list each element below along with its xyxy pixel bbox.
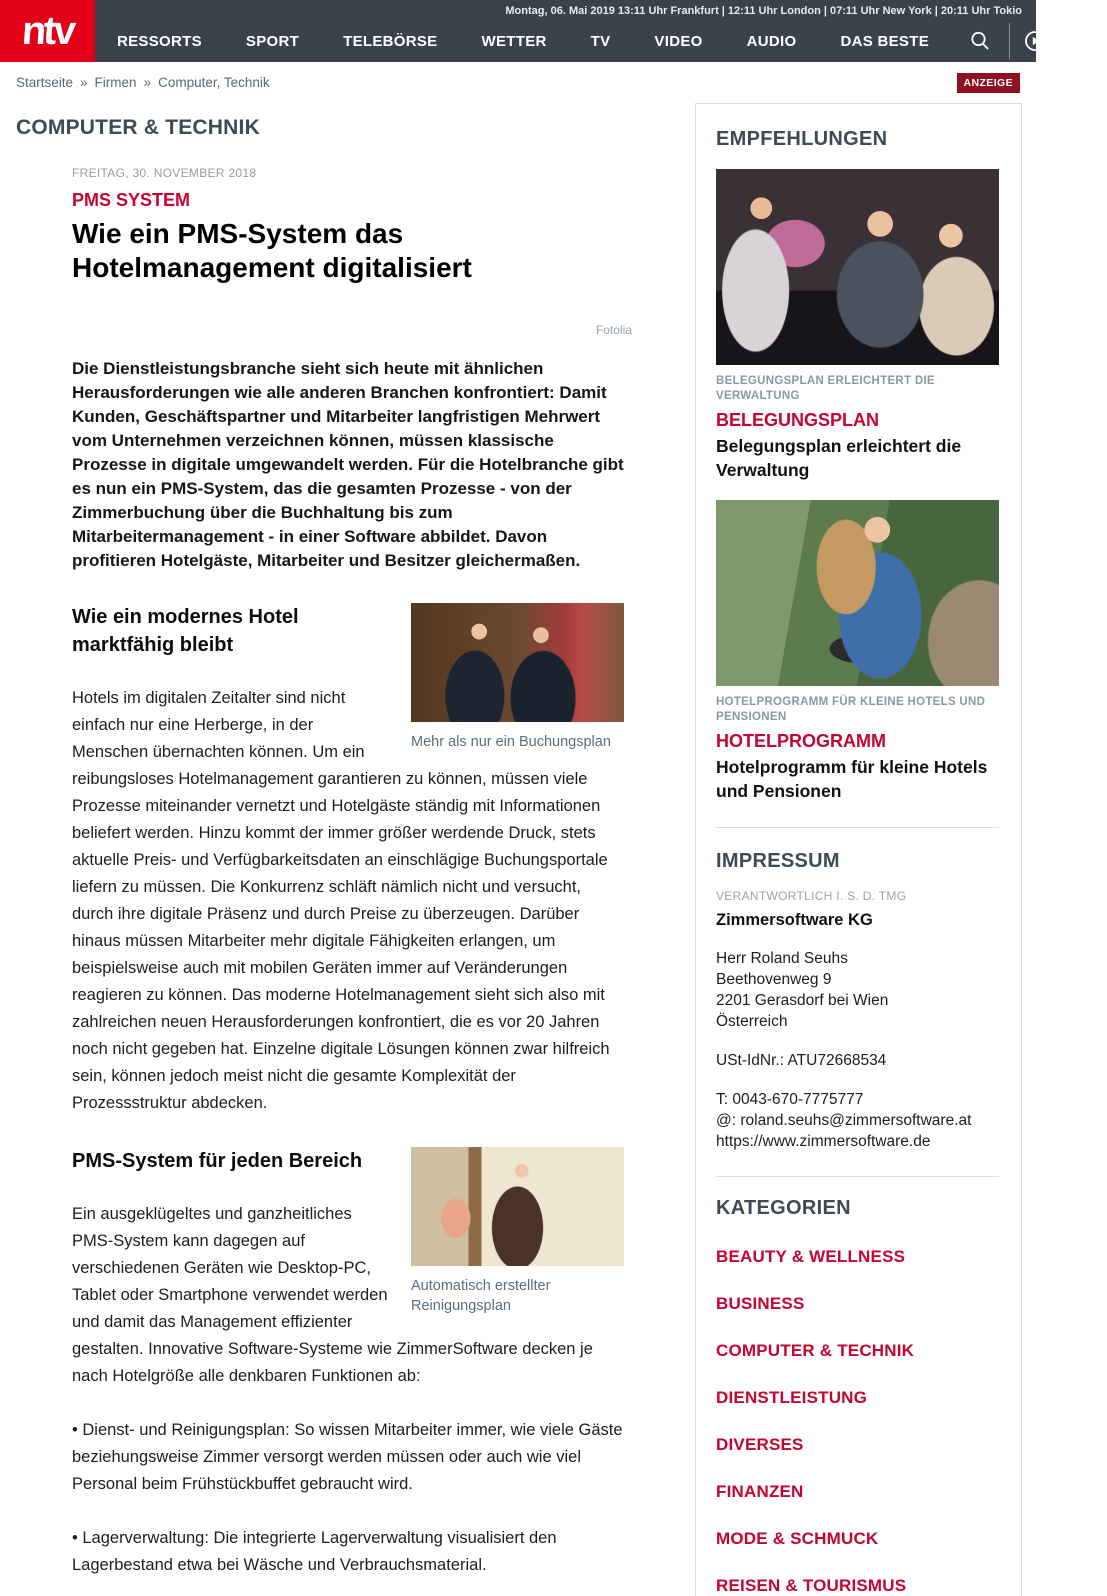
search-icon xyxy=(969,30,991,52)
article-kicker: PMS SYSTEM xyxy=(72,190,191,210)
world-clock-bar: Montag, 06. Mai 2019 13:11 Uhr Frankfurt | 12:11 Uhr London | 07:11 Uhr New York | 20:11 Uhr Tokio xyxy=(505,5,1022,17)
website-link[interactable]: https://www.zimmersoftware.de xyxy=(716,1133,931,1150)
recommendation-card-hotelprogramm[interactable] xyxy=(716,500,999,803)
card-kicker[interactable]: BELEGUNGSPLAN xyxy=(716,410,880,430)
image-credit: Fotolia xyxy=(595,323,632,337)
article-headline: Wie ein PMS-System das Hotelmanagement digitalisiert xyxy=(72,218,472,283)
breadcrumb-separator: » xyxy=(143,75,152,90)
address-line: Herr Roland Seuhs xyxy=(716,950,848,967)
section-text-2: Ein ausgeklügeltes und ganzheitliches PMS-System kann dagegen auf verschiedenen Geräten wie Desktop-PC, Tablet oder Smartphone verwendet werden und damit das Management effizienter gestalten. Innovative Software-Systeme wie ZimmerSoftware decken je nach Hotelgröße alle denkbaren Funktionen ab: xyxy=(72,1205,593,1385)
live-label: LIVE xyxy=(1053,31,1091,50)
section-heading-1: Wie ein modernes Hotel marktfähig bleibt xyxy=(72,606,299,656)
impressum-title: IMPRESSUM xyxy=(716,850,840,872)
site-header xyxy=(0,0,1091,62)
woman-tablet-photo[interactable] xyxy=(716,500,999,686)
article-intro: Die Dienstleistungsbranche sieht sich heute mit ähnlichen Herausforderungen wie alle anderen Branchen konfrontiert: Damit Kunden, Geschäftspartner und Mitarbeiter langfristigen Mehrwert vom Unternehmen verzeichnen können, müssen klassische Prozesse in digitale umgewandelt werden. Für die Hotelbranche gibt es nun ein PMS-System, das die gesamten Prozesse - von der Zimmerbuchung über die Buchhaltung bis zum Mitarbeitermanagement - in einer Software abbildet. Davon profitieren Hotelgäste, Mitarbeiter und Besitzer gleichermaßen. xyxy=(72,359,624,570)
breadcrumb-startseite[interactable]: Startseite xyxy=(16,75,74,90)
nav-item-audio[interactable]: AUDIO xyxy=(746,32,797,50)
email-link[interactable]: @: roland.seuhs@zimmersoftware.at xyxy=(716,1112,972,1129)
reception-desk-photo xyxy=(411,603,624,722)
category-dienstleistung[interactable]: DIENSTLEISTUNG xyxy=(716,1388,868,1407)
impressum-company: Zimmersoftware KG xyxy=(716,911,873,929)
address-line: Österreich xyxy=(716,1013,788,1030)
section-text-1: Hotels im digitalen Zeitalter sind nicht einfach nur eine Herberge, in der Menschen übernachten können. Um ein reibungsloses Hotelmanagement garantieren zu können, müssen viele Prozesse miteinander vernetzt und Hotelgäste ständig mit Informationen beliefert werden. Hinzu kommt der immer größer werdende Druck, stets aktuelle Preis- und Verfügbarkeitsdaten an einschlägige Buchungsportale liefern zu müssen. Die Konkurrenz schläft nämlich nicht und versucht, durch ihre digitale Präsenz und durch Preise zu überzeugen. Darüber hinaus müssen Mitarbeiter mehr digitale Fähigkeiten erlangen, um beispielsweise auch mit mobilen Geräten immer auf Veränderungen reagieren zu können. Das moderne Hotelmanagement sieht sich also mit zahlreichen neuen Herausforderungen konfrontiert, die es vor 20 Jahren noch nicht gegeben hat. Einzelne digitale Lösungen können zwar hilfreich sein, können jedoch meist nicht die gesamte Komplexität der Prozessstruktur abdecken. xyxy=(72,689,610,1112)
address-line: 2201 Gerasdorf bei Wien xyxy=(716,992,889,1009)
figure-caption: Mehr als nur ein Buchungsplan xyxy=(411,734,611,750)
impressum-section xyxy=(716,850,999,1152)
sidebar-divider xyxy=(716,1176,999,1177)
search-button[interactable] xyxy=(951,30,1009,52)
nav-item-ressorts[interactable]: RESSORTS xyxy=(117,32,202,50)
nav-item-video[interactable]: VIDEO xyxy=(654,32,703,50)
category-reisen-tourismus[interactable]: REISEN & TOURISMUS xyxy=(716,1576,907,1595)
breadcrumb-separator: » xyxy=(80,75,88,90)
card-tagline: BELEGUNGSPLAN ERLEICHTERT DIE VERWALTUNG xyxy=(716,375,935,402)
article-section-2 xyxy=(72,1147,624,1390)
ntv-logo-text: ntv xyxy=(20,9,75,53)
breadcrumb-row xyxy=(0,62,1036,103)
phone-number: T: 0043-670-7775777 xyxy=(716,1091,864,1108)
section-heading-2: PMS-System für jeden Bereich xyxy=(72,1150,363,1172)
card-kicker[interactable]: HOTELPROGRAMM xyxy=(716,731,886,751)
impressum-label: VERANTWORTLICH I. S. D. TMG xyxy=(716,889,907,903)
nav-item-sport[interactable]: SPORT xyxy=(245,32,300,50)
sidebar xyxy=(696,103,1022,1596)
hotel-lobby-photo[interactable] xyxy=(716,169,999,365)
live-button[interactable] xyxy=(1010,30,1107,52)
recommendations-title: EMPFEHLUNGEN xyxy=(716,128,888,150)
content-area xyxy=(0,103,1036,1596)
category-beauty-wellness[interactable]: BEAUTY & WELLNESS xyxy=(716,1247,906,1266)
article-section-1 xyxy=(72,603,624,1117)
card-title[interactable]: Hotelprogramm für kleine Hotels und Pensionen xyxy=(716,757,988,801)
card-tagline: HOTELPROGRAMM FÜR KLEINE HOTELS UND PENSIONEN xyxy=(716,696,986,723)
nav-item-teleboerse[interactable]: TELEBÖRSE xyxy=(343,32,438,50)
category-computer-technik[interactable]: COMPUTER & TECHNIK xyxy=(716,1341,915,1360)
play-circle-icon xyxy=(1024,30,1046,52)
article-column xyxy=(0,103,696,1596)
categories-title: KATEGORIEN xyxy=(716,1197,851,1219)
nav-item-tv[interactable]: TV xyxy=(590,32,611,50)
sidebar-divider xyxy=(716,827,999,828)
hero-image-area xyxy=(72,291,632,343)
breadcrumb-firmen[interactable]: Firmen xyxy=(94,75,137,90)
nav-item-wetter[interactable]: WETTER xyxy=(481,32,547,50)
bullet-item-1: • Dienst- und Reinigungsplan: So wissen Mitarbeiter immer, wie viele Gäste beziehungsweise Zimmer versorgt werden müssen oder auch wie viel Personal beim Frühstückbuffet gebraucht wird. xyxy=(72,1421,623,1493)
anzeige-badge: ANZEIGE xyxy=(957,73,1020,93)
vat-id: USt-IdNr.: ATU72668534 xyxy=(716,1052,887,1069)
page-title: COMPUTER & TECHNIK xyxy=(16,116,260,139)
recommendation-card-belegungsplan[interactable] xyxy=(716,169,999,482)
article-figure-1 xyxy=(411,603,624,752)
article-date: FREITAG, 30. NOVEMBER 2018 xyxy=(72,166,257,180)
figure-caption: Automatisch erstellter Reinigungsplan xyxy=(411,1278,551,1314)
article-body xyxy=(72,166,632,1579)
categories-section xyxy=(716,1197,999,1596)
category-business[interactable]: BUSINESS xyxy=(716,1294,805,1313)
ntv-logo[interactable] xyxy=(0,0,95,62)
main-nav xyxy=(95,20,1091,62)
category-mode-schmuck[interactable]: MODE & SCHMUCK xyxy=(716,1529,879,1548)
article-figure-2 xyxy=(411,1147,624,1316)
address-line: Beethovenweg 9 xyxy=(716,971,832,988)
impressum-address xyxy=(716,948,999,1032)
nav-item-das-beste[interactable]: DAS BESTE xyxy=(840,32,930,50)
card-title[interactable]: Belegungsplan erleichtert die Verwaltung xyxy=(716,436,962,480)
category-finanzen[interactable]: FINANZEN xyxy=(716,1482,804,1501)
bullet-item-2: • Lagerverwaltung: Die integrierte Lagerverwaltung visualisiert den Lagerbestand etwa bei Wäsche und Verbrauchsmaterial. xyxy=(72,1529,557,1574)
housekeeping-photo xyxy=(411,1147,624,1266)
impressum-contact xyxy=(716,1089,999,1152)
category-diverses[interactable]: DIVERSES xyxy=(716,1435,804,1454)
breadcrumb xyxy=(16,75,270,90)
breadcrumb-computer-technik[interactable]: Computer, Technik xyxy=(158,75,270,90)
